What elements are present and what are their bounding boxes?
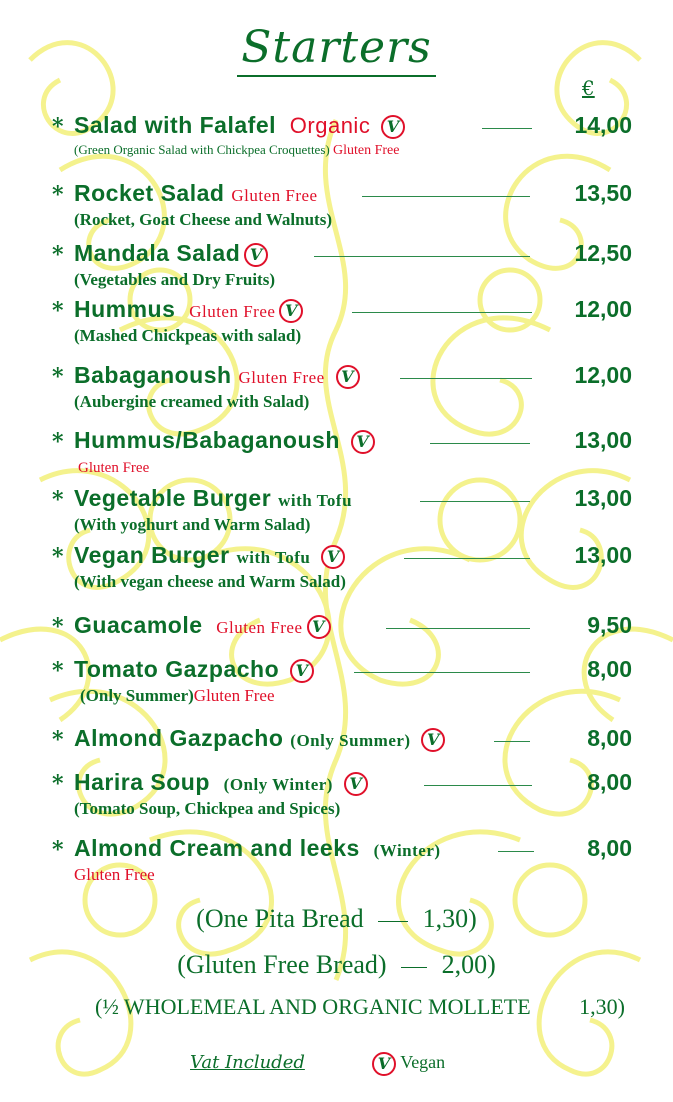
item-price: 8,00	[587, 725, 632, 751]
item-name: Tomato Gazpacho	[74, 656, 280, 682]
item-description: (Green Organic Salad with Chickpea Croquettes)	[74, 142, 330, 157]
item-name: Vegetable Burger	[74, 485, 272, 511]
item-extra: with Tofu	[278, 491, 353, 510]
bread-gluten-free	[0, 950, 673, 980]
item-name: Hummus/Babaganoush	[74, 427, 340, 453]
item-price: 9,50	[587, 612, 632, 638]
bread-price: 1,30)	[422, 904, 477, 933]
vegan-icon: V	[279, 299, 303, 323]
item-name: Vegan Burger	[74, 542, 230, 568]
vegan-icon: V	[344, 772, 368, 796]
bullet-star: *	[52, 771, 64, 797]
item-name: Hummus	[74, 296, 176, 322]
item-extra: with Tofu	[236, 548, 311, 567]
item-extra: (Only Summer)	[290, 731, 411, 750]
item-description: (Rocket, Goat Cheese and Walnuts)	[74, 210, 332, 229]
item-name: Mandala Salad	[74, 240, 241, 266]
item-price: 8,00	[587, 769, 632, 795]
item-description: (With vegan cheese and Warm Salad)	[74, 572, 346, 591]
gluten-free-tag: Gluten Free	[332, 143, 400, 158]
vegan-icon: V	[321, 545, 345, 569]
dotted-leader	[494, 741, 530, 742]
gluten-free-tag: Gluten Free	[216, 618, 303, 637]
gluten-free-tag: Gluten Free	[231, 186, 318, 205]
item-name: Salad with Falafel	[74, 112, 276, 138]
item-price: 12,00	[574, 296, 632, 322]
bullet-star: *	[52, 242, 64, 268]
vegan-legend-label: Vegan	[400, 1052, 446, 1073]
item-price: 8,00	[587, 835, 632, 861]
item-description: (Aubergine creamed with Salad)	[74, 392, 310, 411]
menu-item-mandala-salad	[52, 240, 632, 290]
organic-tag: Organic	[289, 113, 371, 138]
item-name: Babaganoush	[74, 362, 232, 388]
bullet-star: *	[52, 364, 64, 390]
bullet-star: *	[52, 727, 64, 753]
item-price: 13,00	[574, 427, 632, 453]
item-extra: (Only Winter)	[223, 775, 333, 794]
dotted-leader	[424, 785, 532, 786]
dotted-leader	[362, 196, 530, 197]
item-name: Guacamole	[74, 612, 203, 638]
item-name: Almond Gazpacho	[74, 725, 284, 751]
item-name: Almond Cream and leeks	[74, 835, 360, 861]
dotted-leader	[400, 378, 532, 379]
item-price: 8,00	[587, 656, 632, 682]
vegan-icon: V	[421, 728, 445, 752]
dotted-leader	[498, 851, 534, 852]
menu-item-almond-cream-leeks	[52, 835, 632, 885]
gluten-free-tag: Gluten Free	[189, 302, 276, 321]
dotted-leader	[420, 501, 530, 502]
dotted-leader	[386, 628, 530, 629]
menu-item-harira-soup	[52, 769, 632, 819]
menu-item-vegetable-burger	[52, 485, 632, 535]
gluten-free-tag: Gluten Free	[238, 368, 325, 387]
item-price: 13,00	[574, 485, 632, 511]
item-price: 13,00	[574, 542, 632, 568]
item-name: Harira Soup	[74, 769, 210, 795]
vegan-legend	[368, 1052, 445, 1076]
menu-item-guacamole	[52, 612, 632, 642]
menu-item-rocket-salad	[52, 180, 632, 230]
dotted-leader	[314, 256, 530, 257]
vegan-icon: V	[307, 615, 331, 639]
item-price: 14,00	[574, 112, 632, 138]
dotted-leader	[352, 312, 532, 313]
mollete-line	[95, 994, 625, 1020]
vegan-icon: V	[244, 243, 268, 267]
bread-price: 2,00)	[441, 950, 496, 979]
bullet-star: *	[52, 429, 64, 455]
item-description: (Vegetables and Dry Fruits)	[74, 270, 275, 289]
vegan-icon: V	[381, 115, 405, 139]
vegan-icon: V	[351, 430, 375, 454]
gluten-free-tag: Gluten Free	[78, 460, 150, 476]
mollete-price: 1,30)	[579, 994, 625, 1019]
menu-title: Starters	[0, 22, 673, 77]
menu-item-almond-gazpacho	[52, 725, 632, 755]
menu-item-babaganoush	[52, 362, 632, 412]
item-price: 12,00	[574, 362, 632, 388]
menu-item-hummus	[52, 296, 632, 346]
vat-note: Vat Included	[190, 1052, 305, 1073]
menu-item-hummus-babaganoush	[52, 427, 632, 477]
bullet-star: *	[52, 487, 64, 513]
menu-item-vegan-burger	[52, 542, 632, 592]
bullet-star: *	[52, 544, 64, 570]
item-price: 12,50	[574, 240, 632, 266]
item-description: (Tomato Soup, Chickpea and Spices)	[74, 799, 341, 818]
dotted-leader	[430, 443, 530, 444]
bullet-star: *	[52, 658, 64, 684]
vegan-icon: V	[336, 365, 360, 389]
dotted-leader	[354, 672, 530, 673]
item-name: Rocket Salad	[74, 180, 225, 206]
bread-pita	[0, 904, 673, 934]
vegan-icon: V	[372, 1052, 396, 1076]
gluten-free-tag: Gluten Free	[193, 686, 275, 705]
bread-label: (Gluten Free Bread)	[177, 950, 387, 979]
dotted-leader	[482, 128, 532, 129]
item-description: (Only Summer)	[80, 686, 194, 705]
dotted-leader	[404, 558, 530, 559]
bullet-star: *	[52, 298, 64, 324]
currency-symbol: €	[582, 76, 595, 100]
bullet-star: *	[52, 182, 64, 208]
menu-item-tomato-gazpacho	[52, 656, 632, 706]
bullet-star: *	[52, 114, 64, 140]
mollete-label: (½ WHOLEMEAL AND ORGANIC MOLLETE	[95, 994, 531, 1019]
menu-item-salad-falafel	[52, 112, 632, 159]
item-description: (Mashed Chickpeas with salad)	[74, 326, 302, 345]
item-extra: (Winter)	[373, 841, 441, 860]
item-description: (With yoghurt and Warm Salad)	[74, 515, 311, 534]
vegan-icon: V	[290, 659, 314, 683]
bread-label: (One Pita Bread	[196, 904, 364, 933]
gluten-free-tag: Gluten Free	[74, 865, 155, 884]
bullet-star: *	[52, 837, 64, 863]
item-price: 13,50	[574, 180, 632, 206]
bullet-star: *	[52, 614, 64, 640]
